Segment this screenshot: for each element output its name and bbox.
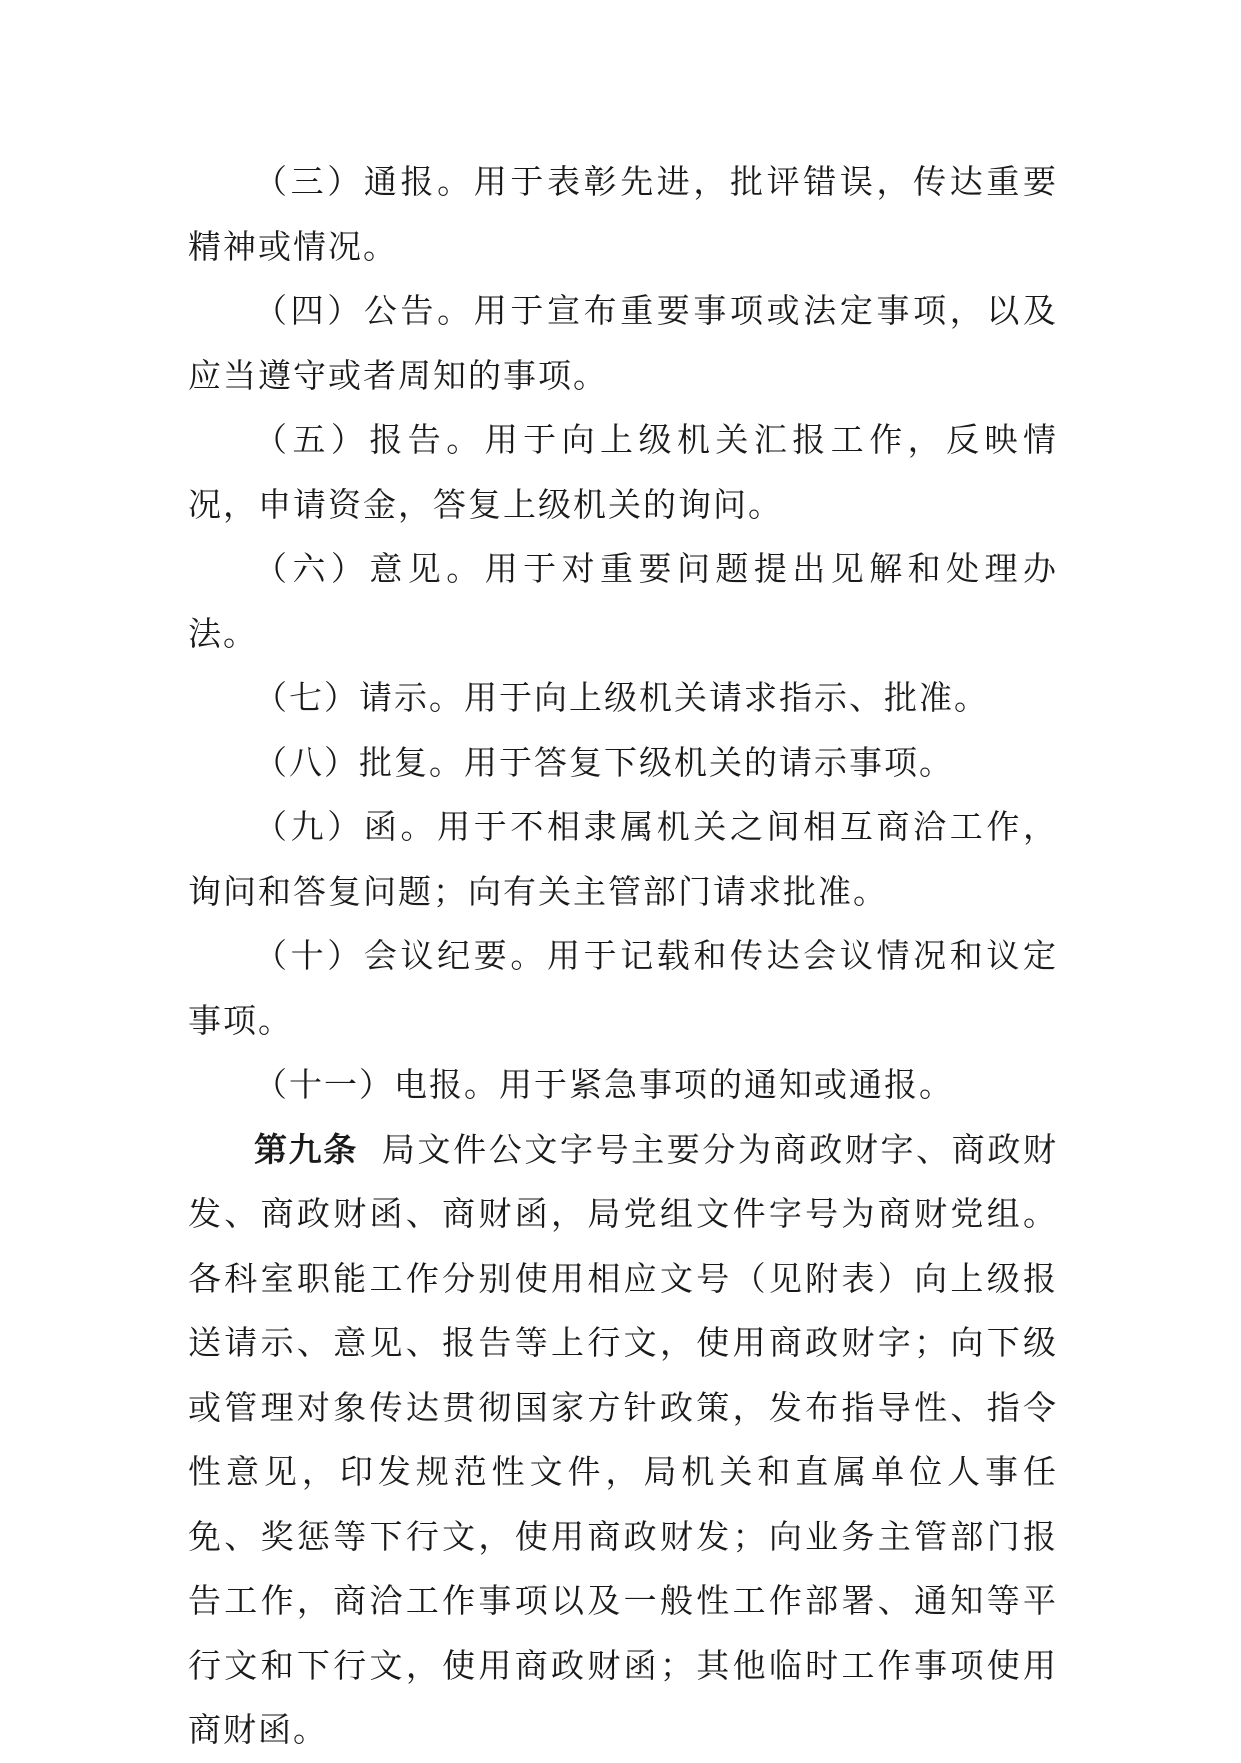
item-marker: （五） [254, 420, 370, 459]
article-text: 局文件公文字号主要分为商政财字、商政财发、商政财函、商财函，局党组文件字号为商财党组。各科室职能工作分别使用相应文号（见附表）向上级报送请示、意见、报告等上行文，使用商政财字；向下级或管理对象传达贯彻国家方针政策，发布指导性、指令性意见，印发规范性文件，局机关和直属单位人事任免、奖惩等下行文，使用商政财发；向业务主管部门报告工作，商洽工作事项以及一般性工作部署、通知等平行文和下行文，使用商政财函；其他临时工作事项使用商财函。 [188, 1129, 1059, 1749]
list-item-11 [188, 1053, 1058, 1118]
document-body [188, 150, 1058, 1763]
item-marker: （九） [254, 807, 364, 846]
item-text: 意见。用于对重要问题提出见解和处理办法。 [188, 549, 1059, 653]
item-marker: （四） [254, 291, 364, 330]
list-item-3 [188, 150, 1058, 279]
item-marker: （十一） [254, 1065, 394, 1104]
item-text: 函。用于不相隶属机关之间相互商洽工作，询问和答复问题；向有关主管部门请求批准。 [188, 807, 1059, 911]
item-marker: （十） [254, 936, 364, 975]
item-text: 通报。用于表彰先进，批评错误，传达重要精神或情况。 [188, 162, 1059, 266]
list-item-4 [188, 279, 1058, 408]
item-text: 报告。用于向上级机关汇报工作，反映情况，申请资金，答复上级机关的询问。 [188, 420, 1059, 524]
list-item-6 [188, 537, 1058, 666]
item-text: 会议纪要。用于记载和传达会议情况和议定事项。 [188, 936, 1059, 1040]
list-item-7 [188, 666, 1058, 731]
list-item-10 [188, 924, 1058, 1053]
article-title: 第九条 [254, 1129, 358, 1169]
item-text: 电报。用于紧急事项的通知或通报。 [394, 1065, 954, 1104]
item-text: 公告。用于宣布重要事项或法定事项，以及应当遵守或者周知的事项。 [188, 291, 1059, 395]
list-item-9 [188, 795, 1058, 924]
item-marker: （七） [254, 678, 359, 717]
item-text: 请示。用于向上级机关请求指示、批准。 [359, 678, 989, 717]
list-item-8 [188, 731, 1058, 796]
item-marker: （八） [254, 742, 359, 782]
item-marker: （三） [254, 162, 364, 201]
article-9 [188, 1118, 1058, 1763]
list-item-5 [188, 408, 1058, 537]
item-text: 批复。用于答复下级机关的请示事项。 [359, 742, 954, 782]
item-marker: （六） [254, 549, 370, 588]
